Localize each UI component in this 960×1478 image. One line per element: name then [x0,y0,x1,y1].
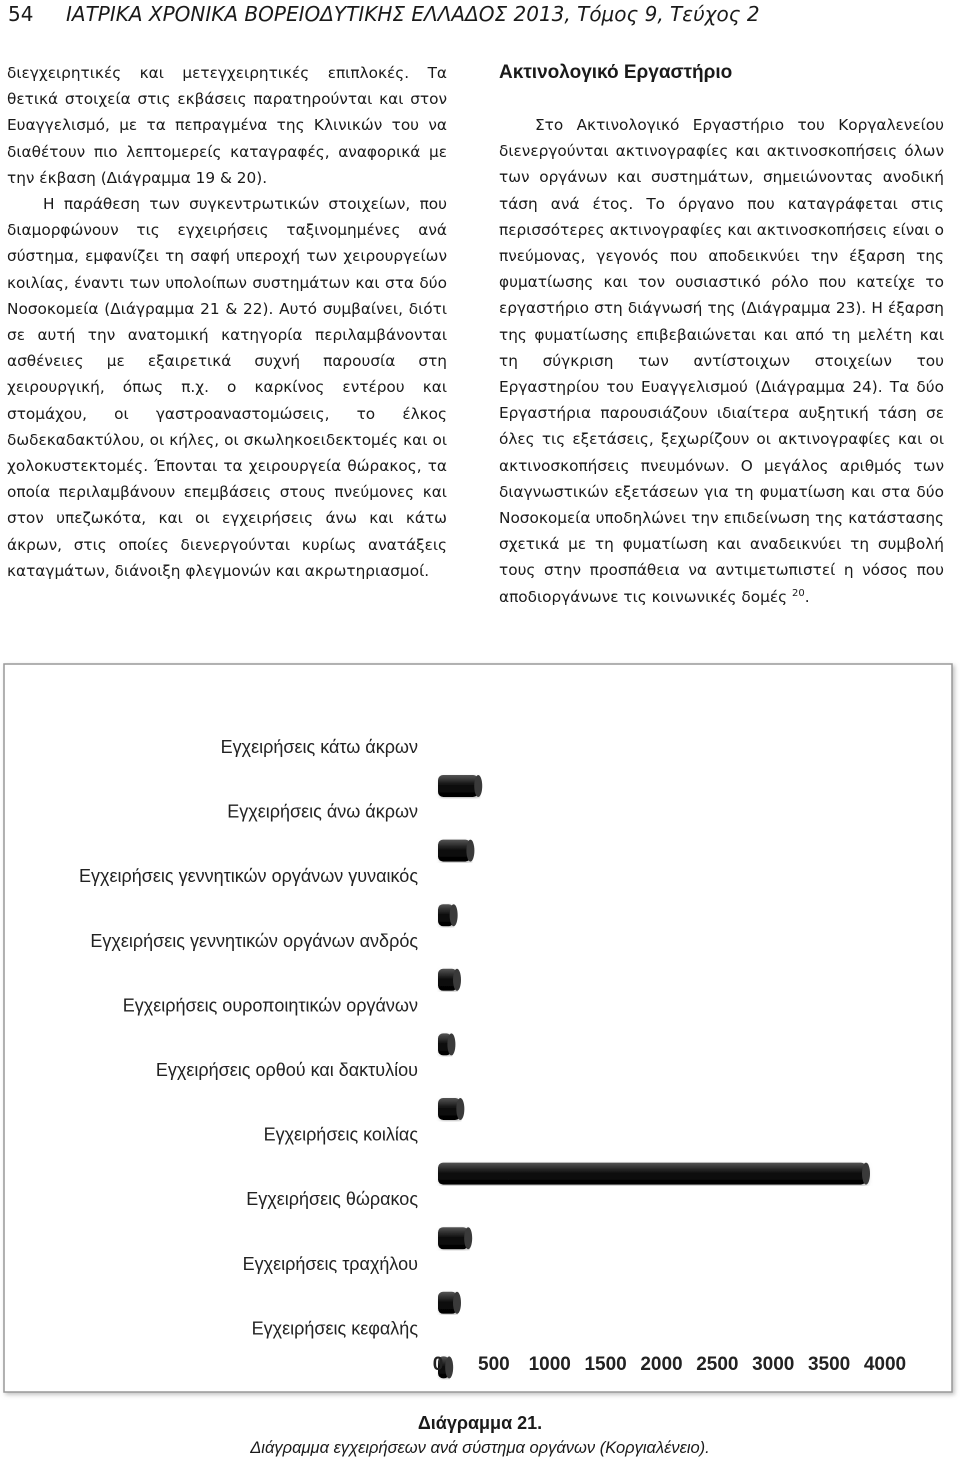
x-tick-label: 1000 [528,1354,571,1375]
chart-border [4,664,952,1392]
category-label: Εγχειρήσεις κοιλίας [263,1124,418,1145]
category-label: Εγχειρήσεις άνω άκρων [227,801,418,822]
bar-end-cap [464,1227,472,1249]
page-number: 54 [8,2,34,26]
left-column [7,60,447,584]
bar [438,1227,468,1249]
bar-end-cap [466,840,474,862]
bar [438,840,470,862]
bar-end-cap [453,969,461,991]
reference-superscript: 20 [791,587,805,599]
x-tick-label: 2500 [696,1354,739,1375]
x-tick-label: 4000 [863,1354,907,1375]
caption-title: Διάγραμμα 21. [417,1413,543,1433]
paragraph: Η παράθεση των συγκεντρωτικών στοιχείων, που διαμορφώνουν τις εγχειρήσεις ταξινομημένες ανά σύστημα, εμφανίζει τη σαφή υπεροχή των χειρουργείων κοιλίας, έναντι των υπολοίπων συστημάτων και στα δύο Νοσοκομεία (Διάγραμμα 21 & 22). Αυτό συμβαίνει, διότι σε αυτή την ανατομική κατηγορία περιλαμβάνονται ασθένειες με εξαιρετικά συχνή παρουσία στη χειρουργική, όπως π.χ. ο καρκίνος εντέρου και στομάχου, οι γαστροαναστομώσεις, το έλκος δωδεκαδακτύλου, οι κήλες, οι σκωληκοειδεκτομές και οι χολοκυστεκτομές. Έπονται τα χειρουργεία θώρακος, τα οποία περιλαμβάνουν επεμβάσεις στους πνεύμονες και στον υπεζωκότα, και οι εγχειρήσεις άνω και κάτω άκρων, στις οποίες διενεργούνται κυρίως ανατάξεις καταγμάτων, διάνοιξη φλεγμονών και ακρωτηριασμοί. [7,195,447,580]
bar-end-cap [474,775,482,797]
page-header [0,0,960,40]
x-tick-label: 3500 [807,1354,851,1375]
x-tick-label: 2000 [640,1354,683,1375]
figure-caption [0,1410,960,1460]
x-tick-label: 1500 [584,1354,627,1375]
journal-title: ΙΑΤΡΙΚΑ ΧΡΟΝΙΚΑ ΒΟΡΕΙΟΔΥΤΙΚΗΣ ΕΛΛΑΔΟΣ 2013, Τόμος 9, Τεύχος 2 [66,2,760,26]
bar-end-cap [450,904,458,926]
bar-end-cap [447,1033,455,1055]
section-title: Ακτινολογικό Εργαστήριο [499,62,733,83]
category-label: Εγχειρήσεις θώρακος [246,1189,418,1210]
paragraph: διεγχειρητικές και μετεγχειρητικές επιπλοκές. Τα θετικά στοιχεία στις εκβάσεις παρατηρούνται και στον Ευαγγελισμό, με τα πεπραγμένα της Κλινικών του να διαθέτουν πιο λεπτομερείς καταγραφές, αναφορικά με την έκβαση (Διάγραμμα 19 & 20). [7,64,447,187]
x-tick-label: 500 [478,1354,510,1375]
category-label: Εγχειρήσεις γεννητικών οργάνων γυναικός [79,866,418,887]
category-label: Εγχειρήσεις τραχήλου [242,1253,418,1274]
bar-chart [0,660,960,1400]
bar [438,1163,866,1185]
category-label: Εγχειρήσεις κεφαλής [251,1318,418,1339]
category-label: Εγχειρήσεις ουροποιητικών οργάνων [122,995,418,1016]
x-tick-label: 0 [432,1354,444,1375]
paragraph-text: Στο Ακτινολογικό Εργαστήριο του Κοργαλενείου διενεργούνται ακτινογραφίες και ακτινοσκοπήσεις όλων των οργάνων και συστημάτων, σημειώνοντας ανοδική τάση ανά έτος. Το όργανο που καταγράφεται στις περισσότερες ακτινογραφίες και ακτινοσκοπήσεις είναι ο πνεύμονας, γεγονός που αποδεικνύει την έξαρση της φυματίωσης και τον ουσιαστικό ρόλο που κατείχε το εργαστήριο στη διάγνωσή της (Διάγραμμα 23). Η έξαρση της φυματίωσης επιβεβαιώνεται και από τη μελέτη και τη σύγκριση των αντίστοιχων στοιχείων του Εργαστηρίου του Ευαγγελισμού (Διάγραμμα 24). Τα δύο Εργαστήρια παρουσιάζουν ιδιαίτερα αυξητική τάση σε όλες τις εξετάσεις, ξεχωρίζουν οι ακτινογραφίες και οι ακτινοσκοπήσεις πνευμόνων. Ο μεγάλος αριθμός των διαγνωστικών εξετάσεων για τη φυματίωση και στα δύο Νοσοκομεία υποδηλώνει την επιδείνωση της κατάστασης σχετικά με τη φυματίωση και αναδεικνύει τη συμβολή τους στην προσπάθεια να αντιμετωπιστεί η νόσος που αποδιοργάνωνε τις κοινωνικές δομές [499,116,944,606]
category-label: Εγχειρήσεις κάτω άκρων [220,737,418,757]
right-column [499,60,944,610]
category-label: Εγχειρήσεις ορθού και δακτυλίου [155,1060,418,1080]
paragraph-end: . [804,587,810,606]
bar-end-cap [456,1098,464,1120]
bar-end-cap [445,1356,453,1378]
chart-figure [0,660,960,1400]
bar-end-cap [862,1163,870,1185]
caption-subtitle: Διάγραμμα εγχειρήσεων ανά σύστημα οργάνων (Κοργιαλένειο). [250,1439,710,1457]
bar-end-cap [453,1292,461,1314]
category-label: Εγχειρήσεις γεννητικών οργάνων ανδρός [90,930,418,951]
x-tick-label: 3000 [752,1354,795,1375]
paragraph [499,112,944,610]
bar [438,775,478,797]
